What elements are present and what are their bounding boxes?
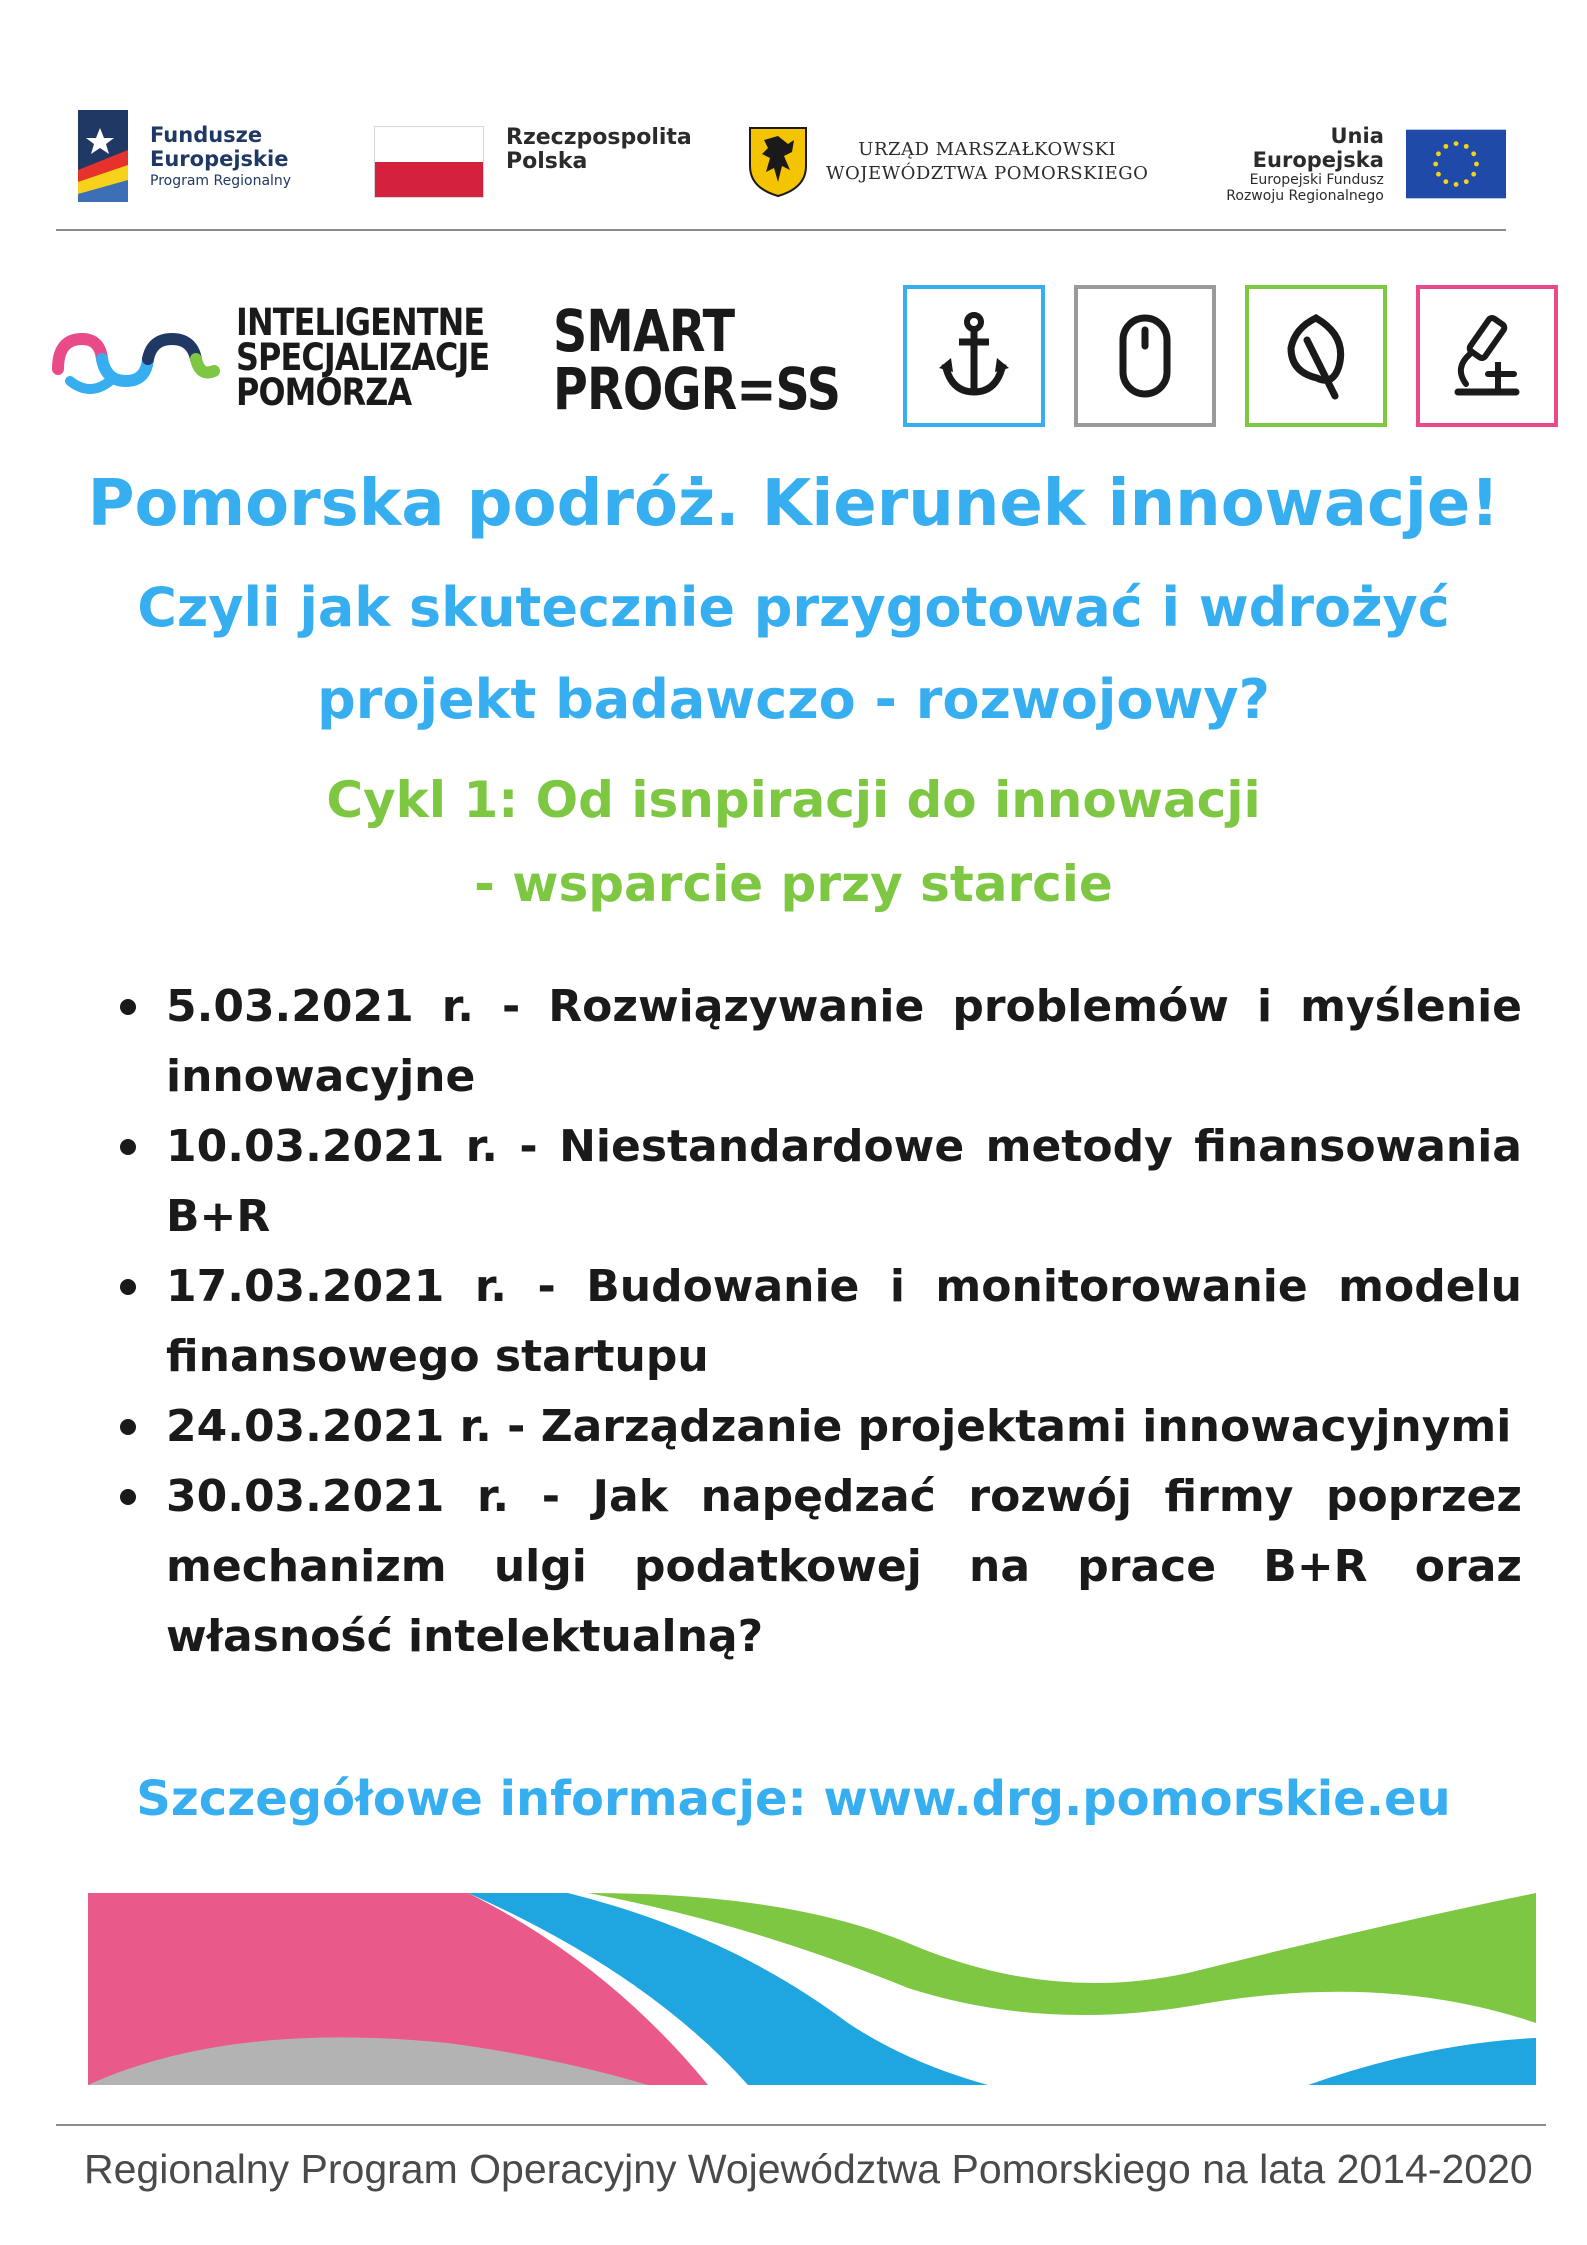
unia-europejska-text xyxy=(1206,124,1384,204)
logo-strip xyxy=(56,88,1506,218)
fundusze-europejskie-text xyxy=(150,123,291,189)
session-text: 17.03.2021 r. - Budowanie i monitorowanie modelu finansowego startupu xyxy=(166,1261,1522,1382)
bullet-icon xyxy=(120,1139,136,1155)
bullet-icon xyxy=(120,1279,136,1295)
fundusze-line3: Program Regionalny xyxy=(150,173,292,190)
page-subtitle xyxy=(0,562,1587,746)
anchor-box xyxy=(903,285,1045,427)
unia-line3: Rozwoju Regionalnego xyxy=(1226,188,1384,205)
smart-progress-line1: SMART xyxy=(553,297,735,365)
eu-flag-icon xyxy=(1406,127,1506,201)
mouse-box xyxy=(1074,285,1216,427)
urzad-marszalkowski-logo xyxy=(748,126,1148,198)
session-text: 24.03.2021 r. - Zarządzanie projektami innowacyjnymi xyxy=(166,1401,1512,1452)
bullet-icon xyxy=(120,999,136,1015)
is-line1: INTELIGENTNE xyxy=(236,301,485,344)
urzad-line1: URZĄD MARSZAŁKOWSKI xyxy=(858,138,1117,160)
fundusze-line2: Europejskie xyxy=(150,146,289,171)
leaf-box xyxy=(1245,285,1387,427)
decorative-waves xyxy=(88,1893,1536,2085)
bottom-divider xyxy=(56,2124,1546,2126)
bullet-icon xyxy=(120,1489,136,1505)
urzad-marszalkowski-text xyxy=(826,138,1148,187)
list-item xyxy=(120,1392,1522,1462)
smart-progress-logo xyxy=(553,297,841,423)
polish-flag-icon xyxy=(374,126,484,198)
footer-text: Regionalny Program Operacyjny Województwa Pomorskiego na lata 2014-2020 xyxy=(84,2146,1533,2192)
session-list xyxy=(120,972,1522,1672)
urzad-line2: WOJEWÓDZTWA POMORSKIEGO xyxy=(826,163,1149,184)
session-text: 30.03.2021 r. - Jak napędzać rozwój firmy poprzez mechanizm ulgi podatkowej na prace B+R oraz własność intelektualną? xyxy=(166,1471,1522,1662)
bullet-icon xyxy=(120,1419,136,1435)
session-text: 10.03.2021 r. - Niestandardowe metody finansowania B+R xyxy=(166,1121,1522,1242)
list-item xyxy=(120,972,1522,1112)
microscope-box xyxy=(1416,285,1558,427)
cycle-line1: Cykl 1: Od isnpiracji do innowacji xyxy=(326,771,1261,829)
griffin-crest-icon xyxy=(748,126,808,198)
inteligentne-specjalizacje-logo xyxy=(50,301,531,415)
smart-progress-line2: PROGR=SS xyxy=(553,355,841,423)
leaf-icon xyxy=(1277,312,1355,400)
list-item xyxy=(120,1462,1522,1672)
list-item xyxy=(120,1112,1522,1252)
page-title: Pomorska podróż. Kierunek innowacje! xyxy=(87,467,1500,541)
anchor-icon xyxy=(935,312,1013,400)
subtitle-line2: projekt badawczo - rozwojowy? xyxy=(317,668,1270,731)
rzeczpospolita-line1: Rzeczpospolita xyxy=(506,125,692,150)
unia-europejska-logo xyxy=(1206,124,1506,204)
mouse-icon xyxy=(1106,312,1184,400)
cycle-heading xyxy=(0,758,1587,926)
subtitle-line1: Czyli jak skutecznie przygotować i wdrożyć xyxy=(137,576,1450,639)
wave-logo-icon xyxy=(50,317,222,399)
rzeczpospolita-text xyxy=(506,126,692,174)
is-line3: POMORZA xyxy=(236,371,412,415)
fundusze-europejskie-logo xyxy=(78,110,291,202)
top-divider xyxy=(56,229,1506,231)
rzeczpospolita-line2: Polska xyxy=(506,149,588,175)
microscope-icon xyxy=(1448,312,1526,400)
list-item xyxy=(120,1252,1522,1392)
cycle-line2: - wsparcie przy starcie xyxy=(474,855,1113,913)
is-line2: SPECJALIZACJE xyxy=(236,336,490,380)
fundusze-europejskie-icon xyxy=(78,110,128,202)
session-text: 5.03.2021 r. - Rozwiązywanie problemów i myślenie innowacyjne xyxy=(166,981,1522,1102)
unia-line2: Europejski Fundusz xyxy=(1249,172,1384,189)
info-link-line[interactable]: Szczegółowe informacje: www.drg.pomorskie.eu xyxy=(136,1771,1451,1827)
rzeczpospolita-polska-logo xyxy=(374,126,692,198)
unia-line1: Unia Europejska xyxy=(1252,124,1384,173)
inteligentne-specjalizacje-text xyxy=(236,301,490,415)
fundusze-line1: Fundusze xyxy=(150,122,263,147)
